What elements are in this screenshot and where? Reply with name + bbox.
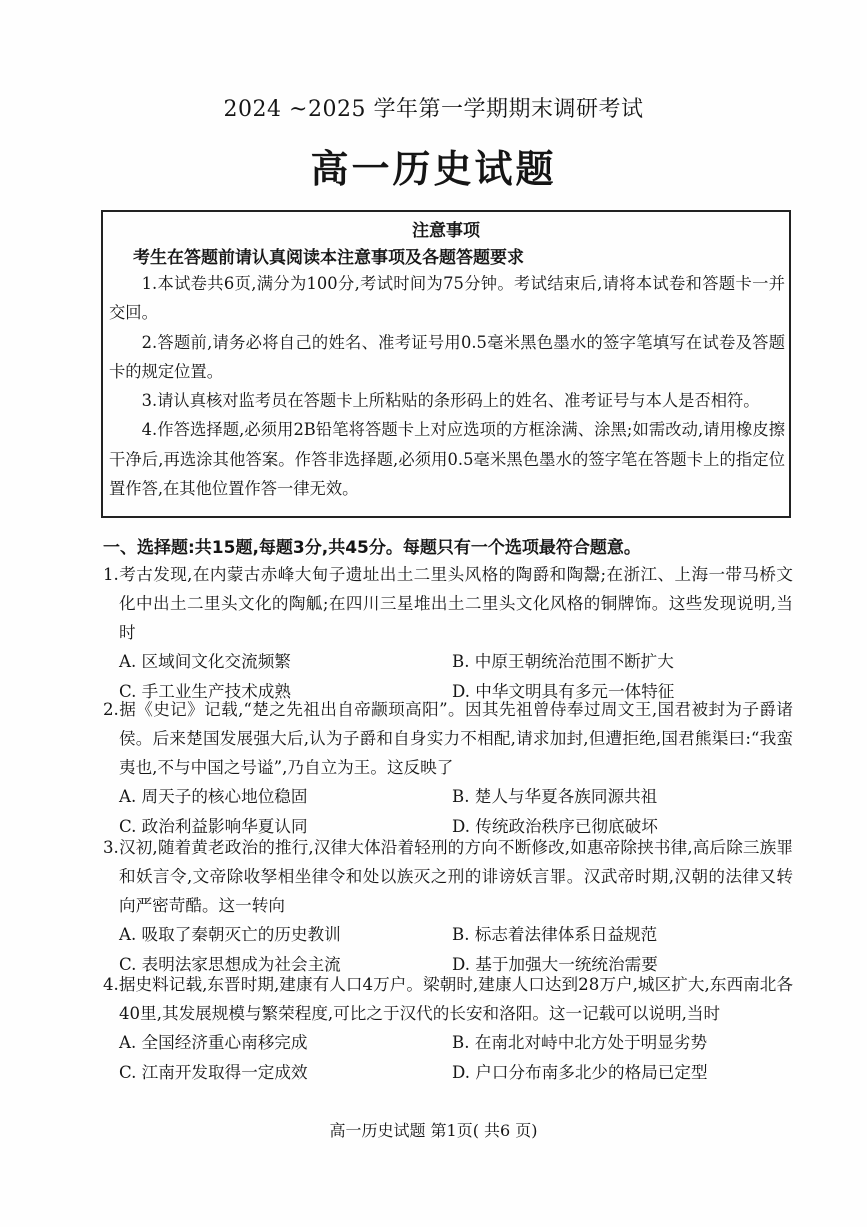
question-2 [103,695,793,841]
question-stem: 2.据《史记》记载,“楚之先祖出自帝颛顼高阳”。因其先祖曾侍奉过周文王,国君被封为子爵诸侯。后来楚国发展强大后,认为子爵和自身实力不相配,请求加封,但遭拒绝,国君熊渠曰:“我蛮夷也,不与中国之号谥”,乃自立为王。这反映了 [103,700,793,777]
notice-item: 1.本试卷共6页,满分为100分,考试时间为75分钟。考试结束后,请将本试卷和答题卡一并交回。 [109,274,785,323]
option-c: C. 手工业生产技术成熟 [119,681,291,701]
notice-intro: 考生在答题前请认真阅读本注意事项及各题答题要求 [133,248,524,268]
option-a: A. 全国经济重心南移完成 [119,1033,308,1052]
option-c: C. 表明法家思想成为社会主流 [119,954,341,974]
exam-title: 高一历史试题 [310,147,557,191]
section-heading: 一、选择题:共15题,每题3分,共45分。每题只有一个选项最符合题意。 [103,538,641,558]
option-b: B. 中原王朝统治范围不断扩大 [452,652,674,671]
question-options [103,1028,793,1087]
notice-title: 注意事项 [412,221,480,241]
option-d: D. 传统政治秩序已彻底破坏 [452,816,658,836]
notice-box [101,210,791,518]
option-c: C. 政治利益影响华夏认同 [119,816,308,836]
notice-items [109,269,785,503]
notice-item: 4.作答选择题,必须用2B铅笔将答题卡上对应选项的方框涂满、涂黑;如需改动,请用橡皮擦干净后,再选涂其他答案。作答非选择题,必须用0.5毫米黑色墨水的签字笔在答题卡上的指定位置作答,在其他位置作答一律无效。 [109,420,785,499]
option-a: A. 区域间文化交流频繁 [119,652,291,671]
question-4 [103,970,793,1087]
question-stem: 1.考古发现,在内蒙古赤峰大甸子遗址出土二里头风格的陶爵和陶鬶;在浙江、上海一带马桥文化中出土二里头文化的陶觚;在四川三星堆出土二里头文化风格的铜牌饰。这些发现说明,当时 [103,565,793,642]
option-d: D. 户口分布南多北少的格局已定型 [452,1062,708,1082]
question-stem: 3.汉初,随着黄老政治的推行,汉律大体沿着轻刑的方向不断修改,如惠帝除挟书律,高后除三族罪和妖言令,文帝除收孥相坐律令和处以族灭之刑的诽谤妖言罪。汉武帝时期,汉朝的法律又转向严密苛酷。这一转向 [103,838,793,915]
exam-subtitle: 2024 ~2025 学年第一学期期末调研考试 [223,97,644,122]
option-b: B. 标志着法律体系日益规范 [452,925,658,944]
option-d: D. 中华文明具有多元一体特征 [452,681,675,701]
option-a: A. 吸取了秦朝灭亡的历史教训 [119,925,341,944]
page-footer: 高一历史试题 第1页( 共6 页) [329,1121,538,1140]
option-b: B. 楚人与华夏各族同源共祖 [452,787,658,806]
notice-item: 2.答题前,请务必将自己的姓名、准考证号用0.5毫米黑色墨水的签字笔填写在试卷及答题卡的规定位置。 [109,332,785,381]
option-d: D. 基于加强大一统统治需要 [452,954,658,974]
question-3 [103,833,793,979]
option-b: B. 在南北对峙中北方处于明显劣势 [452,1033,708,1052]
option-c: C. 江南开发取得一定成效 [119,1062,308,1082]
question-1 [103,560,793,706]
question-stem: 4.据史料记载,东晋时期,建康有人口4万户。梁朝时,建康人口达到28万户,城区扩大,东西南北各40里,其发展规模与繁荣程度,可比之于汉代的长安和洛阳。这一记载可以说明,当时 [103,975,793,1023]
notice-item: 3.请认真核对监考员在答题卡上所粘贴的条形码上的姓名、准考证号与本人是否相符。 [141,391,760,411]
option-a: A. 周天子的核心地位稳固 [119,787,308,806]
